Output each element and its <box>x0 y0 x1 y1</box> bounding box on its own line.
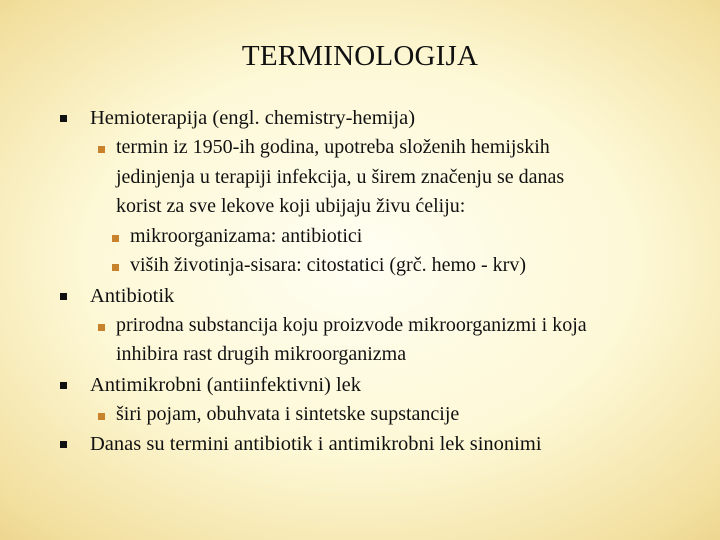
sub-bullet-line: korist za sve lekove koji ubijaju živu ćeliju: <box>116 195 466 217</box>
sub-sub-bullet-text: mikroorganizama: antibiotici <box>130 224 363 247</box>
sub-sub-bullet-text: viših životinja-sisara: citostatici (grč. hemo - krv) <box>130 254 526 276</box>
bullet-list <box>58 103 708 459</box>
bullet-text: Danas su termini antibiotik i antimikrobni lek sinonimi <box>90 433 542 455</box>
sub-bullet-line: prirodna substancija koju proizvode mikroorganizmi i koja <box>116 313 587 336</box>
square-bullet-icon <box>98 146 105 153</box>
square-bullet-icon <box>98 413 105 420</box>
square-bullet-icon <box>112 264 119 271</box>
sub-sub-bullet-visih <box>100 251 708 281</box>
square-bullet-icon <box>60 441 67 448</box>
bullet-text: Antibiotik <box>90 284 175 307</box>
bullet-antimikrobni <box>58 370 708 400</box>
sub-bullet-termin <box>86 133 708 222</box>
sub-bullet-prirodna <box>86 311 708 370</box>
bullet-text: Hemioterapija (engl. chemistry-hemija) <box>90 107 416 129</box>
slide-title: TERMINOLOGIJA <box>241 40 479 72</box>
sub-bullet-siri-pojam <box>86 400 708 430</box>
sub-sub-bullet-mikroorganizama <box>100 222 708 252</box>
bullet-text: Antimikrobni (antiinfektivni) lek <box>90 373 362 396</box>
sub-bullet-line: inhibira rast drugih mikroorganizma <box>116 343 407 365</box>
square-bullet-icon <box>60 293 67 300</box>
bullet-antibiotik <box>58 281 708 311</box>
sub-bullet-line: jedinjenja u terapiji infekcija, u širem značenju se danas <box>116 165 565 188</box>
square-bullet-icon <box>112 235 119 242</box>
square-bullet-icon <box>60 115 67 122</box>
bullet-hemioterapija <box>58 103 708 133</box>
sub-bullet-line: širi pojam, obuhvata i sintetske supstancije <box>116 402 460 425</box>
sub-bullet-line: termin iz 1950-ih godina, upotreba složenih hemijskih <box>116 136 550 158</box>
square-bullet-icon <box>60 382 67 389</box>
bullet-danas <box>58 429 708 459</box>
square-bullet-icon <box>98 324 105 331</box>
